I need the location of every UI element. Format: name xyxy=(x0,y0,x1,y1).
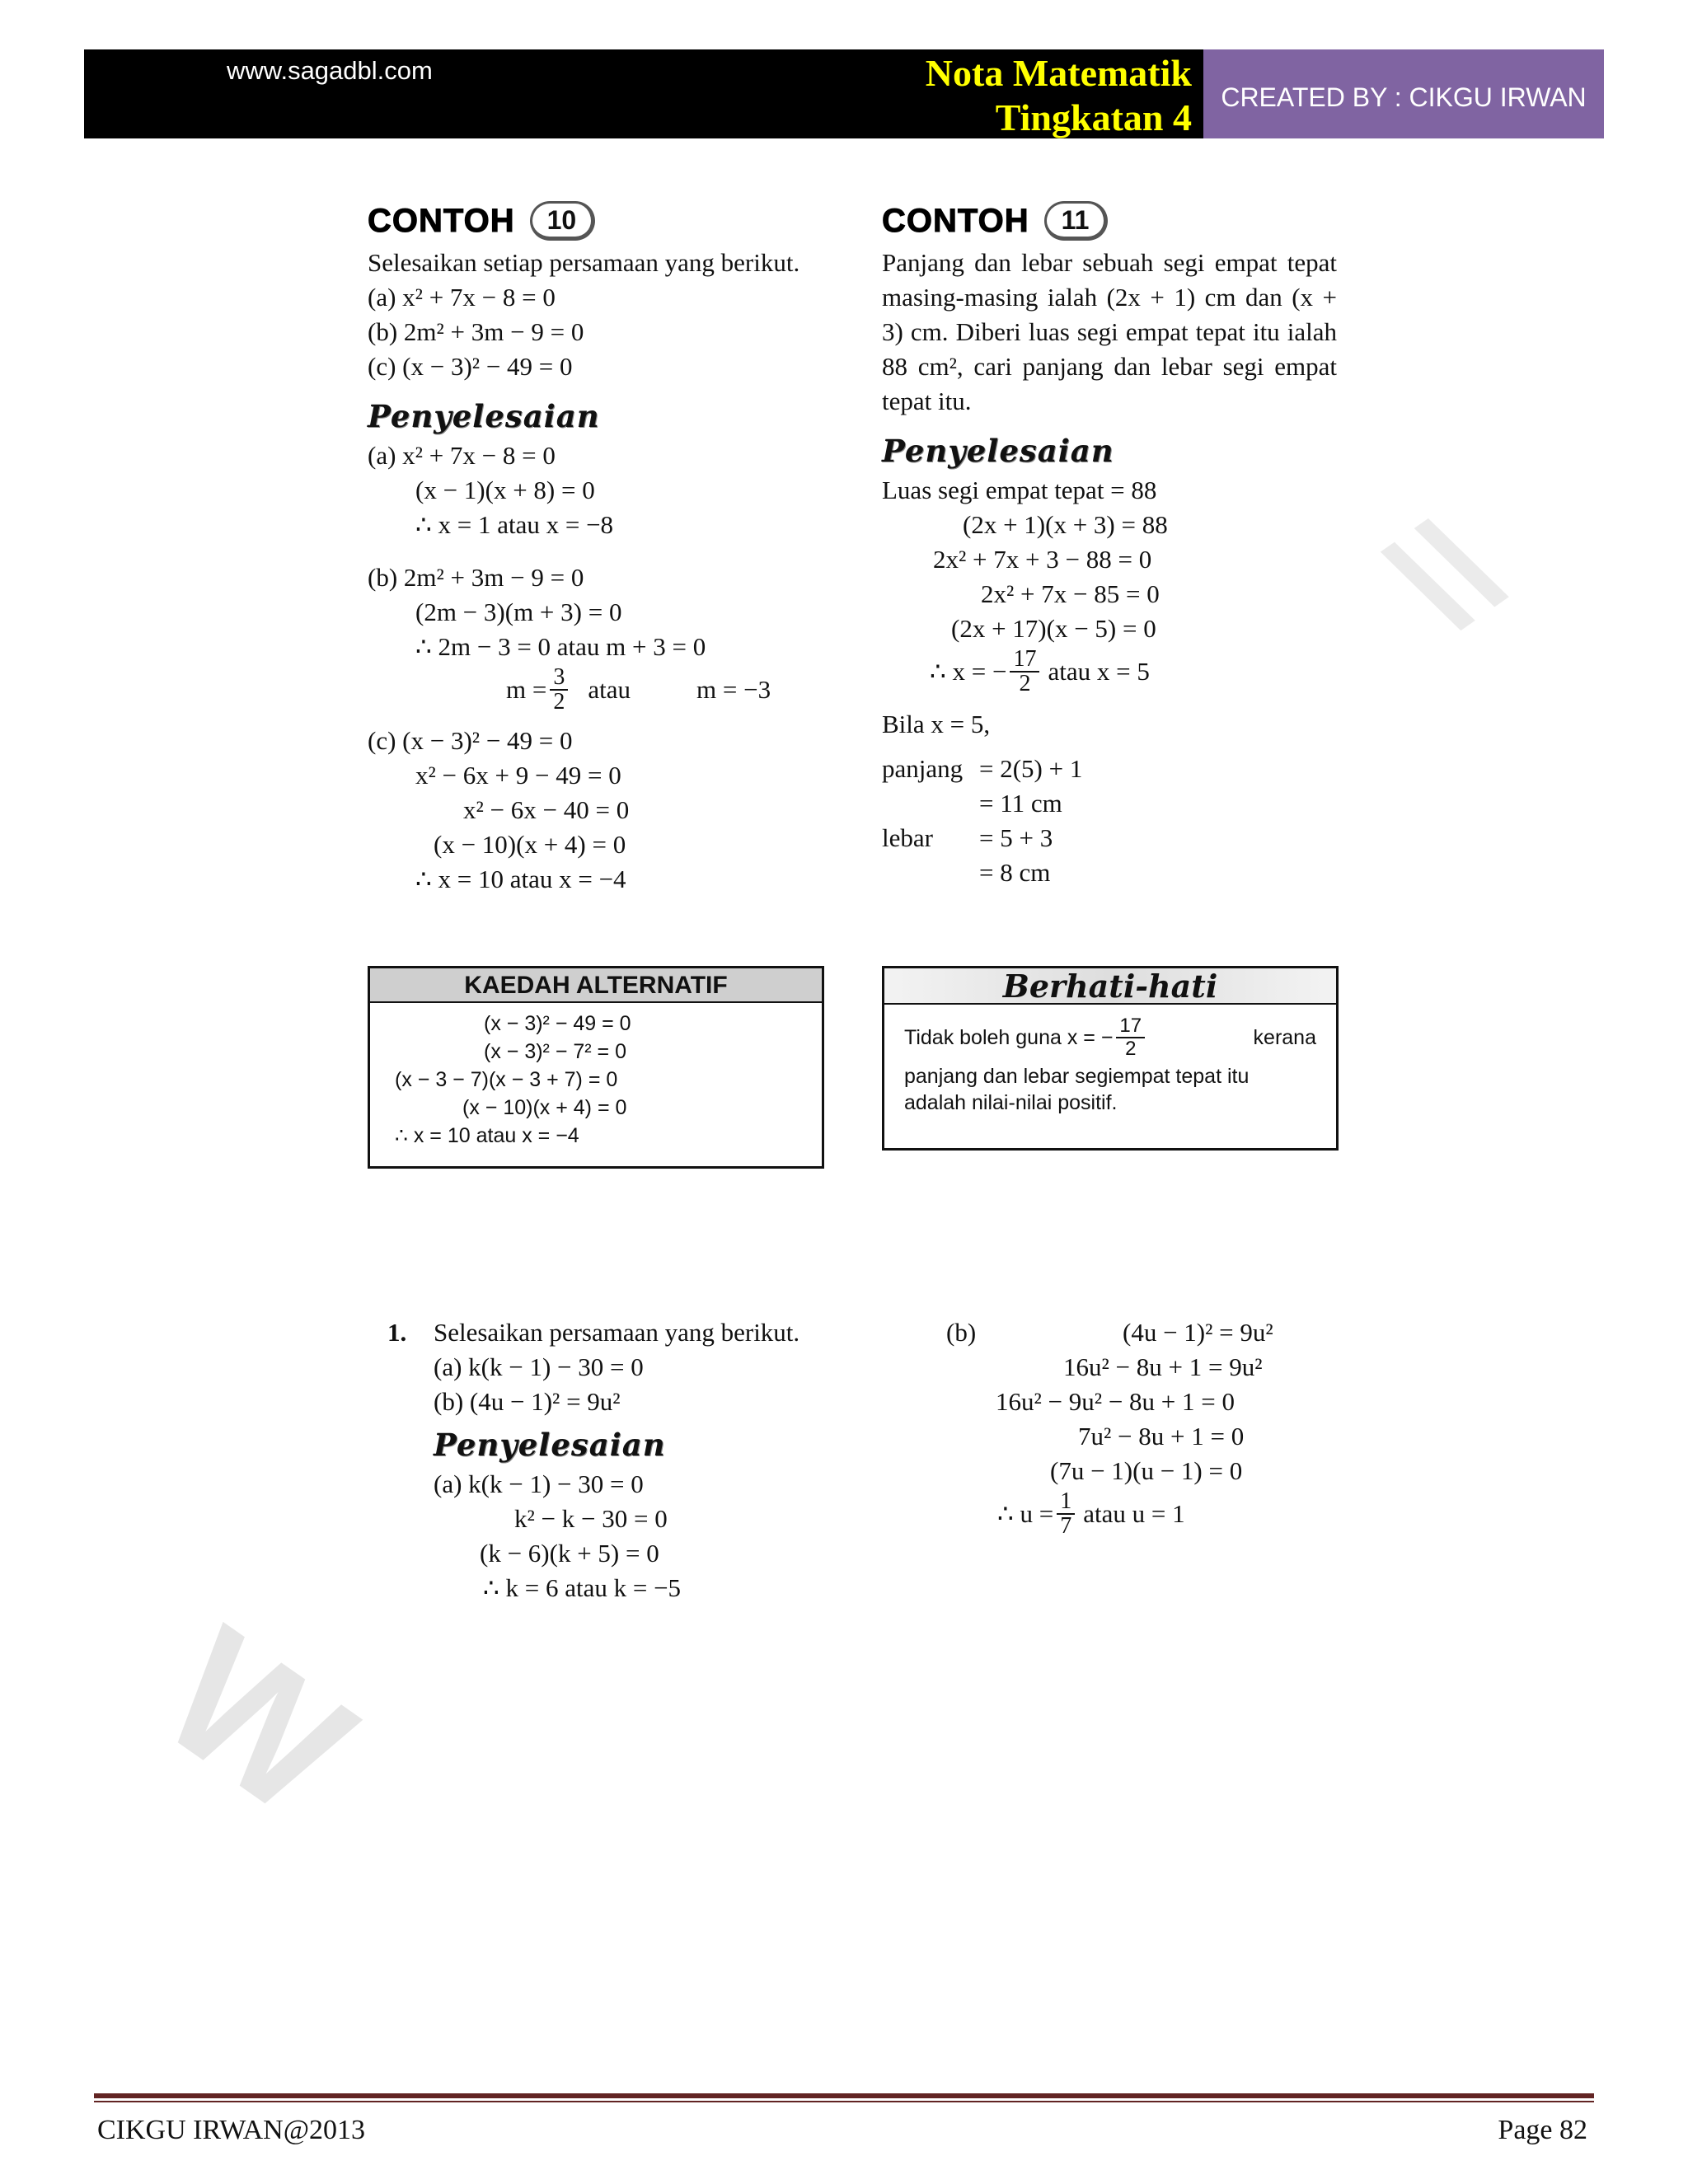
header-site-link[interactable]: www.sagadbl.com xyxy=(227,56,433,85)
ex-b-therefore-prefix: ∴ u = xyxy=(997,1499,1054,1528)
frac-denominator: 2 xyxy=(553,689,565,715)
sol-b-atau: atau xyxy=(588,675,631,704)
panjang-value2: = 11 cm xyxy=(979,789,1062,818)
therefore-tail: atau x = 5 xyxy=(1048,657,1150,686)
contoh-10-question: Selesaikan setiap persamaan yang berikut. xyxy=(368,248,800,277)
ex-b-label: (b) xyxy=(946,1318,977,1347)
contoh-10-section xyxy=(368,198,823,897)
exercise-1-part-b xyxy=(946,1315,1309,1540)
step-2: (2x + 1)(x + 3) = 88 xyxy=(963,510,1168,539)
kaedah-body xyxy=(370,1003,822,1150)
ex-b-line4: 7u² − 8u + 1 = 0 xyxy=(1078,1422,1245,1451)
berhati-text1: Tidak boleh guna x = − xyxy=(904,1026,1114,1049)
footer-rule-thick xyxy=(94,2093,1594,2098)
kaedah-line5: ∴ x = 10 atau x = −4 xyxy=(395,1124,579,1147)
ex-b-line1 xyxy=(946,1315,1309,1350)
ex-b-therefore xyxy=(946,1488,1309,1540)
contoh-10-heading xyxy=(368,198,823,244)
question-item-c: (c) (x − 3)² − 49 = 0 xyxy=(368,352,573,381)
contoh-number: 10 xyxy=(530,201,596,241)
panjang-value1: = 2(5) + 1 xyxy=(979,754,1083,783)
kaedah-line3: (x − 3 − 7)(x − 3 + 7) = 0 xyxy=(395,1068,618,1091)
panjang-line2 xyxy=(882,786,1337,821)
kaedah-line1: (x − 3)² − 49 = 0 xyxy=(484,1012,631,1035)
kaedah-title: KAEDAH ALTERNATIF xyxy=(370,968,822,1003)
berhati-body xyxy=(884,1005,1336,1115)
watermark-fragment-right: \\ xyxy=(1364,484,1527,668)
fraction-1-7 xyxy=(1057,1490,1075,1538)
ex-b-line3: 16u² − 9u² − 8u + 1 = 0 xyxy=(996,1387,1236,1416)
berhati-hati-box xyxy=(882,966,1339,1151)
sol-b-m: m = xyxy=(506,675,547,704)
berhati-text2: panjang dan lebar segiempat tepat itu xyxy=(904,1065,1250,1088)
sol-c-line4: (x − 10)(x + 4) = 0 xyxy=(434,830,626,859)
ex-a-line2: k² − k − 30 = 0 xyxy=(514,1504,668,1533)
page-header xyxy=(84,49,1604,138)
sol-c-line2: x² − 6x + 9 − 49 = 0 xyxy=(415,761,621,790)
lebar-line2 xyxy=(882,855,1337,890)
footer-author: CIKGU IRWAN@2013 xyxy=(97,2115,366,2145)
therefore-prefix: ∴ x = − xyxy=(930,657,1007,686)
contoh-11-question: Panjang dan lebar sebuah segi empat tepat masing-masing ialah (2x + 1) cm dan (x + 3) cm. Diberi luas segi empat tepat itu ialah 88 cm², cari panjang dan lebar segi empat tepat itu. xyxy=(882,248,1337,415)
sol-a-line1: (a) x² + 7x − 8 = 0 xyxy=(368,441,556,470)
sol-b-m2: m = −3 xyxy=(696,675,771,704)
berhati-title: Berhati-hati xyxy=(884,968,1336,1005)
ex-b-line2: 16u² − 8u + 1 = 9u² xyxy=(1063,1352,1263,1381)
frac-numerator: 3 xyxy=(550,666,568,691)
step-5: (2x + 17)(x − 5) = 0 xyxy=(951,614,1156,643)
exercise-item-a: (a) k(k − 1) − 30 = 0 xyxy=(434,1352,644,1381)
solution-heading: Penyelesaian xyxy=(368,398,600,434)
step-3: 2x² + 7x + 3 − 88 = 0 xyxy=(933,545,1152,574)
exercise-1-question xyxy=(387,1315,823,1350)
sol-c-line3: x² − 6x − 40 = 0 xyxy=(463,795,630,824)
header-black-band xyxy=(84,49,1203,138)
question-item-b: (b) 2m² + 3m − 9 = 0 xyxy=(368,317,584,346)
fraction-17-2 xyxy=(1116,1015,1145,1060)
header-title-line2: Tingkatan 4 xyxy=(995,96,1192,138)
berhati-text1-tail: kerana xyxy=(1253,1026,1316,1049)
ex-a-line1: (a) k(k − 1) − 30 = 0 xyxy=(434,1469,644,1498)
header-title xyxy=(926,51,1192,140)
sol-b-line3: ∴ 2m − 3 = 0 atau m + 3 = 0 xyxy=(415,632,706,661)
sol-c-line5: ∴ x = 10 atau x = −4 xyxy=(415,865,626,893)
ex-b-line5: (7u − 1)(u − 1) = 0 xyxy=(1050,1456,1243,1485)
ex-b-eq1: (4u − 1)² = 9u² xyxy=(1123,1318,1273,1347)
panjang-label: panjang xyxy=(882,754,964,783)
ex-a-line4: ∴ k = 6 atau k = −5 xyxy=(483,1573,682,1602)
frac-numerator: 17 xyxy=(1116,1015,1145,1038)
fraction-3-2 xyxy=(550,666,568,714)
frac-denominator: 2 xyxy=(1019,671,1031,696)
step-therefore xyxy=(882,646,1337,697)
frac-numerator: 1 xyxy=(1057,1490,1075,1515)
contoh-11-section xyxy=(882,198,1337,890)
footer-page-number: Page 82 xyxy=(1498,2115,1587,2145)
exercise-number: 1. xyxy=(387,1318,407,1347)
question-item-a: (a) x² + 7x − 8 = 0 xyxy=(368,283,556,312)
sol-c-line1: (c) (x − 3)² − 49 = 0 xyxy=(368,726,573,755)
sol-a-line3: ∴ x = 1 atau x = −8 xyxy=(415,510,614,539)
berhati-text3: adalah nilai-nilai positif. xyxy=(904,1091,1118,1114)
sol-a-line2: (x − 1)(x + 8) = 0 xyxy=(415,476,595,504)
step-4: 2x² + 7x − 85 = 0 xyxy=(981,579,1160,608)
contoh-word: CONTOH xyxy=(368,203,515,239)
fraction-17-2 xyxy=(1010,648,1039,696)
exercise-question-text: Selesaikan persamaan yang berikut. xyxy=(434,1318,800,1347)
watermark-fragment: W xyxy=(129,1589,386,1854)
step-1: Luas segi empat tepat = 88 xyxy=(882,476,1157,504)
frac-denominator: 7 xyxy=(1060,1513,1072,1539)
contoh-word: CONTOH xyxy=(882,203,1029,239)
contoh-11-heading xyxy=(882,198,1337,244)
lebar-value1: = 5 + 3 xyxy=(979,823,1053,852)
header-created-by: CREATED BY : CIKGU IRWAN xyxy=(1203,49,1604,138)
contoh-number: 11 xyxy=(1044,201,1109,241)
exercise-1-section xyxy=(387,1315,823,1605)
lebar-value2: = 8 cm xyxy=(979,858,1051,887)
footer-rule-thin xyxy=(94,2101,1594,2102)
frac-numerator: 17 xyxy=(1010,648,1039,673)
exercise-item-b: (b) (4u − 1)² = 9u² xyxy=(434,1387,621,1416)
panjang-line1 xyxy=(882,752,1337,786)
ex-a-line3: (k − 6)(k + 5) = 0 xyxy=(480,1539,659,1568)
lebar-line1 xyxy=(882,821,1337,855)
header-title-line1: Nota Matematik xyxy=(925,52,1192,94)
solution-heading: Penyelesaian xyxy=(434,1427,666,1463)
bila-line: Bila x = 5, xyxy=(882,710,991,738)
solution-heading: Penyelesaian xyxy=(882,433,1114,469)
kaedah-line2: (x − 3)² − 7² = 0 xyxy=(484,1040,626,1063)
frac-denominator: 2 xyxy=(1125,1038,1137,1060)
sol-b-line2: (2m − 3)(m + 3) = 0 xyxy=(415,598,622,626)
kaedah-alternatif-box xyxy=(368,966,824,1169)
ex-b-therefore-tail: atau u = 1 xyxy=(1083,1499,1185,1528)
lebar-label: lebar xyxy=(882,823,933,852)
sol-b-line4 xyxy=(368,664,823,715)
berhati-line1 xyxy=(904,1013,1316,1062)
sol-b-line1: (b) 2m² + 3m − 9 = 0 xyxy=(368,563,584,592)
kaedah-line4: (x − 10)(x + 4) = 0 xyxy=(462,1096,627,1119)
